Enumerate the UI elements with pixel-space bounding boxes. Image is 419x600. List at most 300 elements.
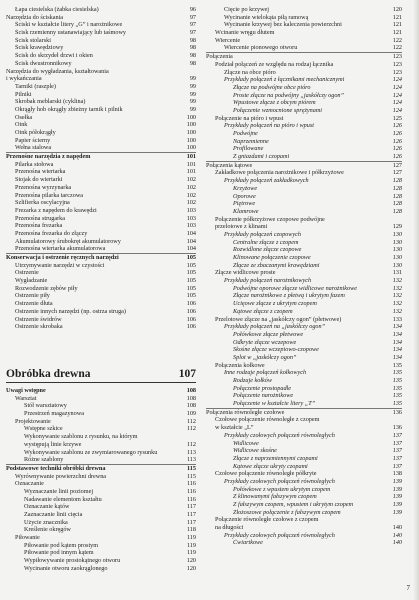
toc-entry: [6, 245, 196, 254]
toc-entry: [206, 331, 402, 339]
toc-entry-page: 100: [186, 136, 196, 144]
toc-entry: [6, 534, 196, 542]
toc-entry-page: 133: [392, 315, 402, 323]
toc-entry-title: Połączenie narożnikowe: [233, 392, 294, 400]
toc-entry-title: Użycie znacznika: [24, 518, 68, 526]
toc-entry-title: Przykłady połączeń na „jaskółczy ogon”: [224, 323, 326, 331]
toc-entry: [206, 138, 402, 146]
toc-entry-page: 100: [186, 144, 196, 152]
toc-entry: [6, 129, 196, 137]
toc-entry-page: 113: [186, 448, 196, 456]
toc-entry-title: Przykłady połączeń z łącznikami mechanicznymi: [224, 76, 345, 84]
toc-entry-title: Centralne złącze z czopem: [233, 238, 299, 246]
toc-entry: [206, 216, 402, 224]
toc-entry-page: 108: [186, 394, 196, 402]
toc-entry: [6, 52, 196, 60]
toc-entry-title: Oink półokrągły: [15, 129, 56, 136]
toc-entry: [206, 84, 402, 92]
toc-entry-title: Wykonywanie szablonu ze zwymiarowanego rysunku: [24, 448, 158, 456]
toc-entry: [206, 107, 402, 115]
toc-entry-title: Złącze narożnikowe z płetwą i ukrytym fazem: [233, 292, 345, 300]
toc-entry: [6, 565, 196, 573]
toc-entry: [6, 215, 196, 223]
toc-entry: [6, 300, 196, 308]
toc-entry: [206, 76, 402, 84]
toc-entry-page: 117: [186, 511, 196, 518]
toc-entry-title: Piętrowe: [233, 200, 256, 208]
toc-entry-title: Rozwodzenie zębów piły: [15, 284, 78, 292]
toc-entry-title: Wycinanie wielokąta piłą ramową: [224, 13, 309, 21]
toc-entry-title: Wełna stalowa: [15, 144, 52, 152]
toc-entry: [206, 478, 402, 486]
toc-entry-title: Oznaczanie: [15, 480, 44, 488]
toc-entry: [206, 262, 402, 270]
toc-entry-title: Połączenie wzmocnione sprężynami: [233, 106, 323, 114]
toc-entry-title: Z fałszywym czopem, wpustem i ukrytym czopem: [233, 501, 354, 508]
toc-entry-title: Różne szablony: [24, 456, 64, 464]
toc-entry-page: 108: [186, 402, 196, 410]
toc-entry-title: Ostrzenie skrobaka: [15, 323, 63, 331]
toc-entry-page: 127: [392, 169, 402, 177]
toc-entry-page: 132: [392, 292, 402, 300]
toc-entry-title: Widlicowe skośne: [233, 447, 277, 455]
toc-entry: [6, 29, 196, 37]
toc-entry: [6, 262, 196, 270]
toc-entry: [6, 14, 196, 22]
toc-entry-page: 135: [392, 392, 402, 400]
toc-entry-page: 120: [186, 564, 196, 572]
toc-entry-page: 100: [186, 121, 196, 129]
toc-entry: [206, 37, 402, 45]
toc-entry-title: Wycinanie krzywej bez kaleczenia powierzchni: [224, 21, 342, 29]
toc-entry-page: 130: [392, 261, 402, 269]
toc-entry-title: Wiercenie pionowego otworu: [224, 44, 298, 52]
toc-entry: [206, 61, 402, 69]
toc-entry-page: 99: [189, 82, 196, 90]
toc-entry-page: 124: [392, 106, 402, 114]
toc-entry: [206, 231, 402, 239]
toc-entry-page: 135: [392, 361, 402, 369]
toc-entry: [6, 449, 196, 457]
toc-entry-title: Przenośna wiertarka akumulatorowa: [15, 245, 106, 253]
toc-entry: [6, 98, 196, 106]
toc-entry-page: 126: [392, 137, 402, 145]
toc-entry-title: Pilarka stołowa: [15, 160, 54, 168]
toc-entry-title: Naprzemienne: [233, 137, 269, 145]
toc-entry-title: Profilowane: [233, 145, 264, 153]
toc-entry-page: 134: [392, 323, 402, 331]
toc-entry-page: 130: [392, 230, 402, 238]
toc-entry-page: 132: [392, 307, 402, 315]
toc-entry-title: Ostrzenie świdrów: [15, 315, 62, 323]
toc-entry: [206, 292, 402, 300]
toc-entry-page: 116: [186, 480, 196, 488]
toc-entry: [6, 44, 196, 52]
toc-entry-page: 137: [392, 447, 402, 455]
toc-entry-page: 134: [392, 346, 402, 354]
toc-entry-page: 128: [392, 184, 402, 192]
toc-entry-page: 112: [186, 425, 196, 433]
toc-entry: [6, 254, 196, 262]
toc-entry: [6, 37, 196, 45]
toc-entry-page: 137: [392, 454, 402, 462]
toc-entry-page: 104: [186, 245, 196, 253]
toc-entry-page: 126: [392, 130, 402, 137]
toc-entry: [6, 402, 196, 410]
toc-entry-title: Podstawowe techniki obróbki drewna: [6, 464, 106, 472]
toc-entry-page: 119: [186, 541, 196, 549]
toc-entry-title: Przenośna wyrzynarka: [15, 183, 72, 191]
toc-entry-page: 101: [186, 153, 196, 161]
toc-entry: [206, 447, 402, 455]
toc-entry-title: Ostrzenie dłuta: [15, 300, 53, 308]
toc-entry-title: Czołowe połączenie równoległe z czopem: [215, 416, 320, 424]
toc-entry-title: Ćwiartkowe: [233, 539, 263, 547]
toc-entry-title: Ścisk stolarski: [15, 36, 51, 44]
toc-entry-title: Połączenia: [206, 53, 233, 61]
toc-entry: [6, 519, 196, 527]
toc-entry-page: 120: [186, 557, 196, 565]
toc-entry-title: i wykańczania: [6, 75, 42, 83]
toc-entry: [6, 114, 196, 122]
toc-entry-page: 132: [392, 300, 402, 308]
toc-entry-page: 137: [392, 431, 402, 439]
toc-entry-page: 140: [392, 531, 402, 539]
toc-entry-page: 104: [186, 237, 196, 245]
toc-entry-title: Narzędzia do wygładzania, kształtowania: [6, 67, 109, 75]
toc-entry-page: 132: [392, 284, 402, 292]
toc-entry-title: Z klinowanymi fałszywym czopem: [233, 493, 317, 501]
toc-entry-title: Cięcie po krzywej: [224, 6, 270, 13]
toc-entry-page: 126: [392, 122, 402, 130]
toc-entry: [206, 416, 402, 424]
toc-entry-title: Przenośna frezarka do złączy: [15, 229, 88, 237]
toc-entry-title: Utrzymywanie narzędzi w czystości: [15, 261, 105, 269]
toc-entry-page: 130: [392, 254, 402, 261]
toc-entry: [206, 354, 402, 362]
toc-entry: [6, 473, 196, 481]
toc-entry-title: Przelotowe złącze na „jaskółczy ogon” (płetwowe): [215, 315, 342, 323]
toc-entry-title: Wpustowe złącze z obcym piórem: [233, 99, 316, 107]
toc-entry: [6, 292, 196, 300]
toc-entry-page: 116: [186, 487, 196, 495]
toc-entry-title: Ścisk krawędziowy: [15, 44, 64, 52]
toc-entry-title: Połączenie w kształcie litery „T”: [233, 400, 316, 408]
toc-entry-page: 139: [392, 508, 402, 516]
toc-entry-title: Pilniki: [15, 90, 32, 98]
toc-entry: [206, 53, 402, 61]
toc-entry-page: 129: [392, 223, 402, 231]
toc-entry: [206, 486, 402, 494]
toc-entry-title: Kątowe złącze z czopem: [233, 307, 293, 315]
toc-entry-page: 105: [186, 261, 196, 269]
toc-entry-page: 139: [392, 501, 402, 508]
section-page-number: 107: [178, 368, 196, 380]
toc-entry-page: 96: [189, 6, 196, 13]
toc-entry-page: 103: [186, 222, 196, 230]
toc-entry: [206, 254, 402, 262]
toc-entry-title: Wyznaczanie linii poziomej: [24, 487, 94, 495]
toc-entry-page: 103: [186, 214, 196, 222]
toc-entry: [206, 362, 402, 370]
toc-entry: [6, 207, 196, 215]
toc-entry: [206, 200, 402, 208]
toc-entry-title: Osełka: [15, 113, 33, 121]
toc-entry: [206, 509, 402, 517]
toc-entry-title: Ostrzenie: [15, 269, 39, 277]
toc-entry-page: 117: [186, 518, 196, 526]
toc-entry-page: 102: [186, 183, 196, 191]
toc-entry-page: 132: [392, 277, 402, 285]
toc-entry-title: Frezarka z napędem do krawędzi: [15, 206, 97, 214]
toc-entry: [6, 323, 196, 331]
toc-entry-title: Inne rodzaje połączeń kołkowych: [224, 369, 307, 377]
toc-entry-page: 98: [189, 59, 196, 67]
toc-entry: [6, 137, 196, 145]
toc-entry: [6, 144, 196, 153]
toc-entry-page: 120: [392, 6, 402, 13]
toc-entry-page: 100: [186, 113, 196, 121]
toc-entry-page: 115: [187, 464, 196, 472]
toc-entry-title: Klinowane połączenie czopowe: [233, 254, 311, 261]
toc-entry: [206, 246, 402, 254]
toc-entry: [6, 192, 196, 200]
toc-entry-title: Połączenie równoległe czołowe z czopem: [215, 516, 319, 524]
toc-entry: [6, 75, 196, 83]
section-heading: [6, 368, 196, 383]
toc-entry: [6, 176, 196, 184]
toc-entry-page: 115: [186, 472, 196, 480]
toc-entry: [206, 21, 402, 29]
toc-entry-page: 112: [186, 440, 196, 448]
toc-entry: [206, 463, 402, 471]
toc-entry-title: Z gniazdami i czopami: [233, 153, 290, 161]
toc-entry-title: Ściski w kształcie litery „G” i narożnikowe: [15, 21, 123, 29]
toc-entry: [6, 68, 196, 76]
toc-entry-title: Połączenie prostopadłe: [233, 384, 292, 392]
toc-entry: [6, 425, 196, 433]
toc-entry-title: Złącze ze zbaczanymi krawędziami: [233, 261, 320, 269]
toc-entry-page: 135: [392, 400, 402, 408]
toc-entry-title: Ostrzenie innych narzędzi (np. ostrza struga): [15, 307, 126, 315]
toc-entry-page: 103: [186, 206, 196, 214]
toc-entry-page: 106: [186, 315, 196, 323]
toc-entry-title: Odkryte złącze wczepowe: [233, 338, 297, 346]
toc-entry-page: 99: [189, 75, 196, 83]
toc-entry: [6, 316, 196, 324]
toc-entry: [206, 316, 402, 324]
toc-entry: [6, 542, 196, 550]
toc-entry-title: Ścisk rzemienny ustanawiający lub taśmowy: [15, 29, 127, 37]
toc-entry-title: Przenośna strugarka: [15, 214, 65, 222]
toc-entries-tools: [6, 6, 196, 362]
toc-entry-page: 113: [186, 456, 196, 464]
toc-entry: [6, 433, 196, 441]
toc-entry-page: 100: [186, 129, 196, 136]
toc-entry: [206, 539, 402, 547]
toc-entry-title: Połączenie na pióro i wpust: [215, 114, 284, 122]
toc-entry-title: Przykłady połączeń narożnikowych: [224, 277, 312, 285]
toc-entry-page: 123: [392, 60, 402, 68]
toc-entry-page: 128: [392, 192, 402, 200]
toc-entry-page: 130: [392, 246, 402, 254]
toc-entry-page: 128: [392, 207, 402, 215]
toc-entry-page: 139: [392, 477, 402, 485]
toc-entry: [6, 222, 196, 230]
page-edge-shadow: [413, 0, 419, 600]
toc-entry-page: 101: [186, 168, 196, 176]
toc-entry-title: przelotowe z klinami: [215, 223, 268, 231]
toc-entry: [206, 409, 402, 417]
toc-entry-page: 136: [392, 408, 402, 416]
toc-entry-title: Stół warsztatowy: [24, 402, 67, 410]
toc-entry: [6, 456, 196, 465]
toc-entry-title: Oporowe: [233, 192, 256, 200]
toc-entry-page: 123: [392, 68, 402, 76]
toc-entry-title: Złącze na podwójne obce pióro: [233, 83, 311, 91]
toc-entry-page: 135: [392, 377, 402, 384]
toc-entry-title: Krzyżowe: [233, 184, 258, 192]
toc-entry-page: 134: [392, 338, 402, 346]
toc-entry-title: Widlicowe: [233, 439, 259, 447]
toc-entry-page: 106: [186, 307, 196, 315]
toc-entry-page: 130: [392, 238, 402, 246]
toc-entry-title: Ścisk do skrzydeł drzwi i okien: [15, 52, 93, 60]
toc-entry-page: 105: [186, 254, 196, 261]
toc-entry-page: 131: [392, 269, 402, 277]
toc-entry-page: 98: [189, 44, 196, 52]
toc-entry-page: 119: [186, 549, 196, 557]
toc-entry-title: w kształcie „L”: [215, 424, 254, 432]
toc-entry: [206, 6, 402, 14]
toc-entry-page: 99: [189, 105, 196, 113]
toc-column-left: [6, 6, 196, 573]
toc-entry: [206, 162, 402, 170]
toc-entry-title: Nadawanie elementom kształtu: [24, 495, 102, 503]
toc-entry-title: Wstępne szkice: [24, 425, 63, 433]
toc-entry-title: Rodzaje kołków: [233, 377, 273, 384]
page-folio: 7: [406, 584, 410, 592]
toc-entry-page: 124: [392, 91, 402, 99]
toc-entry: [206, 524, 402, 532]
toc-entry-title: Okrągły hob okrągły zbieżny tarnik i pilnik: [15, 105, 123, 113]
toc-entry: [206, 323, 402, 331]
toc-entry: [6, 83, 196, 91]
toc-entry: [206, 470, 402, 478]
toc-entry: [6, 121, 196, 129]
toc-entry-page: 124: [392, 76, 402, 84]
toc-entry: [206, 169, 402, 177]
toc-entry-title: Złącze z naprzemiennymi czopami: [233, 454, 318, 462]
toc-entry: [6, 465, 196, 473]
section-title: Obróbka drewna: [6, 368, 91, 380]
toc-entry-title: Połączenia kątowe: [206, 161, 253, 169]
toc-entry: [6, 395, 196, 403]
toc-entry-page: 122: [392, 44, 402, 52]
toc-entry-title: Szlifierka oscylacyjna: [15, 199, 70, 207]
toc-entry-page: 97: [189, 21, 196, 29]
toc-entry-page: 106: [186, 323, 196, 331]
toc-entry-title: Wcinanie wręgu dłutem: [215, 29, 275, 37]
toc-entry: [6, 488, 196, 496]
toc-entry: [206, 385, 402, 393]
toc-entry-page: 98: [189, 52, 196, 60]
toc-entry: [6, 269, 196, 277]
toc-entry: [6, 277, 196, 285]
toc-entry-title: Podział połączeń ze względu na rodzaj łącznika: [215, 60, 334, 68]
toc-entry-title: Narzędzia do ściskania: [6, 13, 64, 21]
toc-entry-page: 121: [392, 29, 402, 37]
toc-entry-page: 108: [186, 387, 196, 394]
toc-entry: [206, 501, 402, 509]
toc-entry-title: Przykłady czołowych połączeń równoległych: [224, 531, 335, 539]
toc-entry: [206, 277, 402, 285]
toc-entry: [206, 92, 402, 100]
toc-entry-title: Ostrzenie piły: [15, 292, 50, 300]
toc-entry: [206, 346, 402, 354]
toc-entry: [6, 441, 196, 449]
toc-entry-page: 128: [392, 200, 402, 208]
toc-entry-page: 101: [186, 160, 196, 168]
toc-entry-title: Ucięowe złącze z ukrytym czopem: [233, 300, 317, 308]
toc-entry: [206, 99, 402, 107]
toc-entries-joints: [206, 6, 402, 547]
toc-entry: [206, 193, 402, 201]
toc-entry: [206, 130, 402, 138]
toc-entry-page: 136: [392, 424, 402, 432]
toc-entry-page: 125: [392, 114, 402, 122]
toc-entry-page: 116: [186, 495, 196, 503]
toc-entry-title: Kątowe złącze ukryty czopami: [233, 462, 308, 470]
toc-entry-title: Przenośne narzędzia z napędem: [6, 153, 91, 161]
toc-entry-page: 126: [392, 153, 402, 161]
toc-entry-title: Skrobak meblarski (cyklina): [15, 98, 86, 106]
toc-entries-woodworking: [6, 387, 196, 573]
toc-entry-title: Tarniki (raszple): [15, 82, 56, 90]
toc-entry-title: występują linie krzywe: [24, 440, 82, 448]
toc-entry-title: Projektowanie: [15, 417, 51, 425]
toc-entry: [6, 410, 196, 418]
toc-entry-title: Wykonywanie szablonu z rysunku, na którym: [24, 433, 138, 441]
toc-entry-title: Połączenia równoległe czołowe: [206, 408, 285, 416]
toc-entry: [206, 44, 402, 53]
toc-entry-title: Przestrzeń magazynowa: [24, 410, 84, 418]
toc-entry-page: 109: [186, 410, 196, 418]
toc-entry: [6, 480, 196, 488]
toc-entry-title: Złącze widlicowe proste: [215, 269, 276, 277]
toc-entry-title: Wypiłowywanie prostokątnego otworu: [24, 557, 121, 565]
toc-entry: [6, 238, 196, 246]
toc-entry: [206, 424, 402, 432]
toc-entry-title: Kreślenie okręgów: [24, 526, 71, 534]
toc-entry: [206, 239, 402, 247]
toc-entry-title: Podwójne: [233, 130, 258, 137]
toc-entry-page: 112: [186, 417, 196, 425]
toc-entry-title: Zaznaczanie linii cięcia: [24, 511, 83, 518]
toc-entry: [206, 29, 402, 37]
toc-entry: [206, 269, 402, 277]
toc-entry-title: Akumulatorowy śrubokręt akumulatorowy: [15, 237, 121, 245]
toc-entry: [206, 145, 402, 153]
toc-entry: [6, 161, 196, 169]
toc-entry-page: 99: [189, 90, 196, 98]
toc-entry: [206, 69, 402, 77]
toc-entry-page: 106: [186, 300, 196, 308]
toc-entry: [6, 308, 196, 316]
toc-entry-title: Połączenie półkrzyżowe czopowe podwójne: [215, 215, 325, 223]
toc-entry-page: 137: [392, 462, 402, 470]
toc-entry-page: 134: [392, 330, 402, 338]
